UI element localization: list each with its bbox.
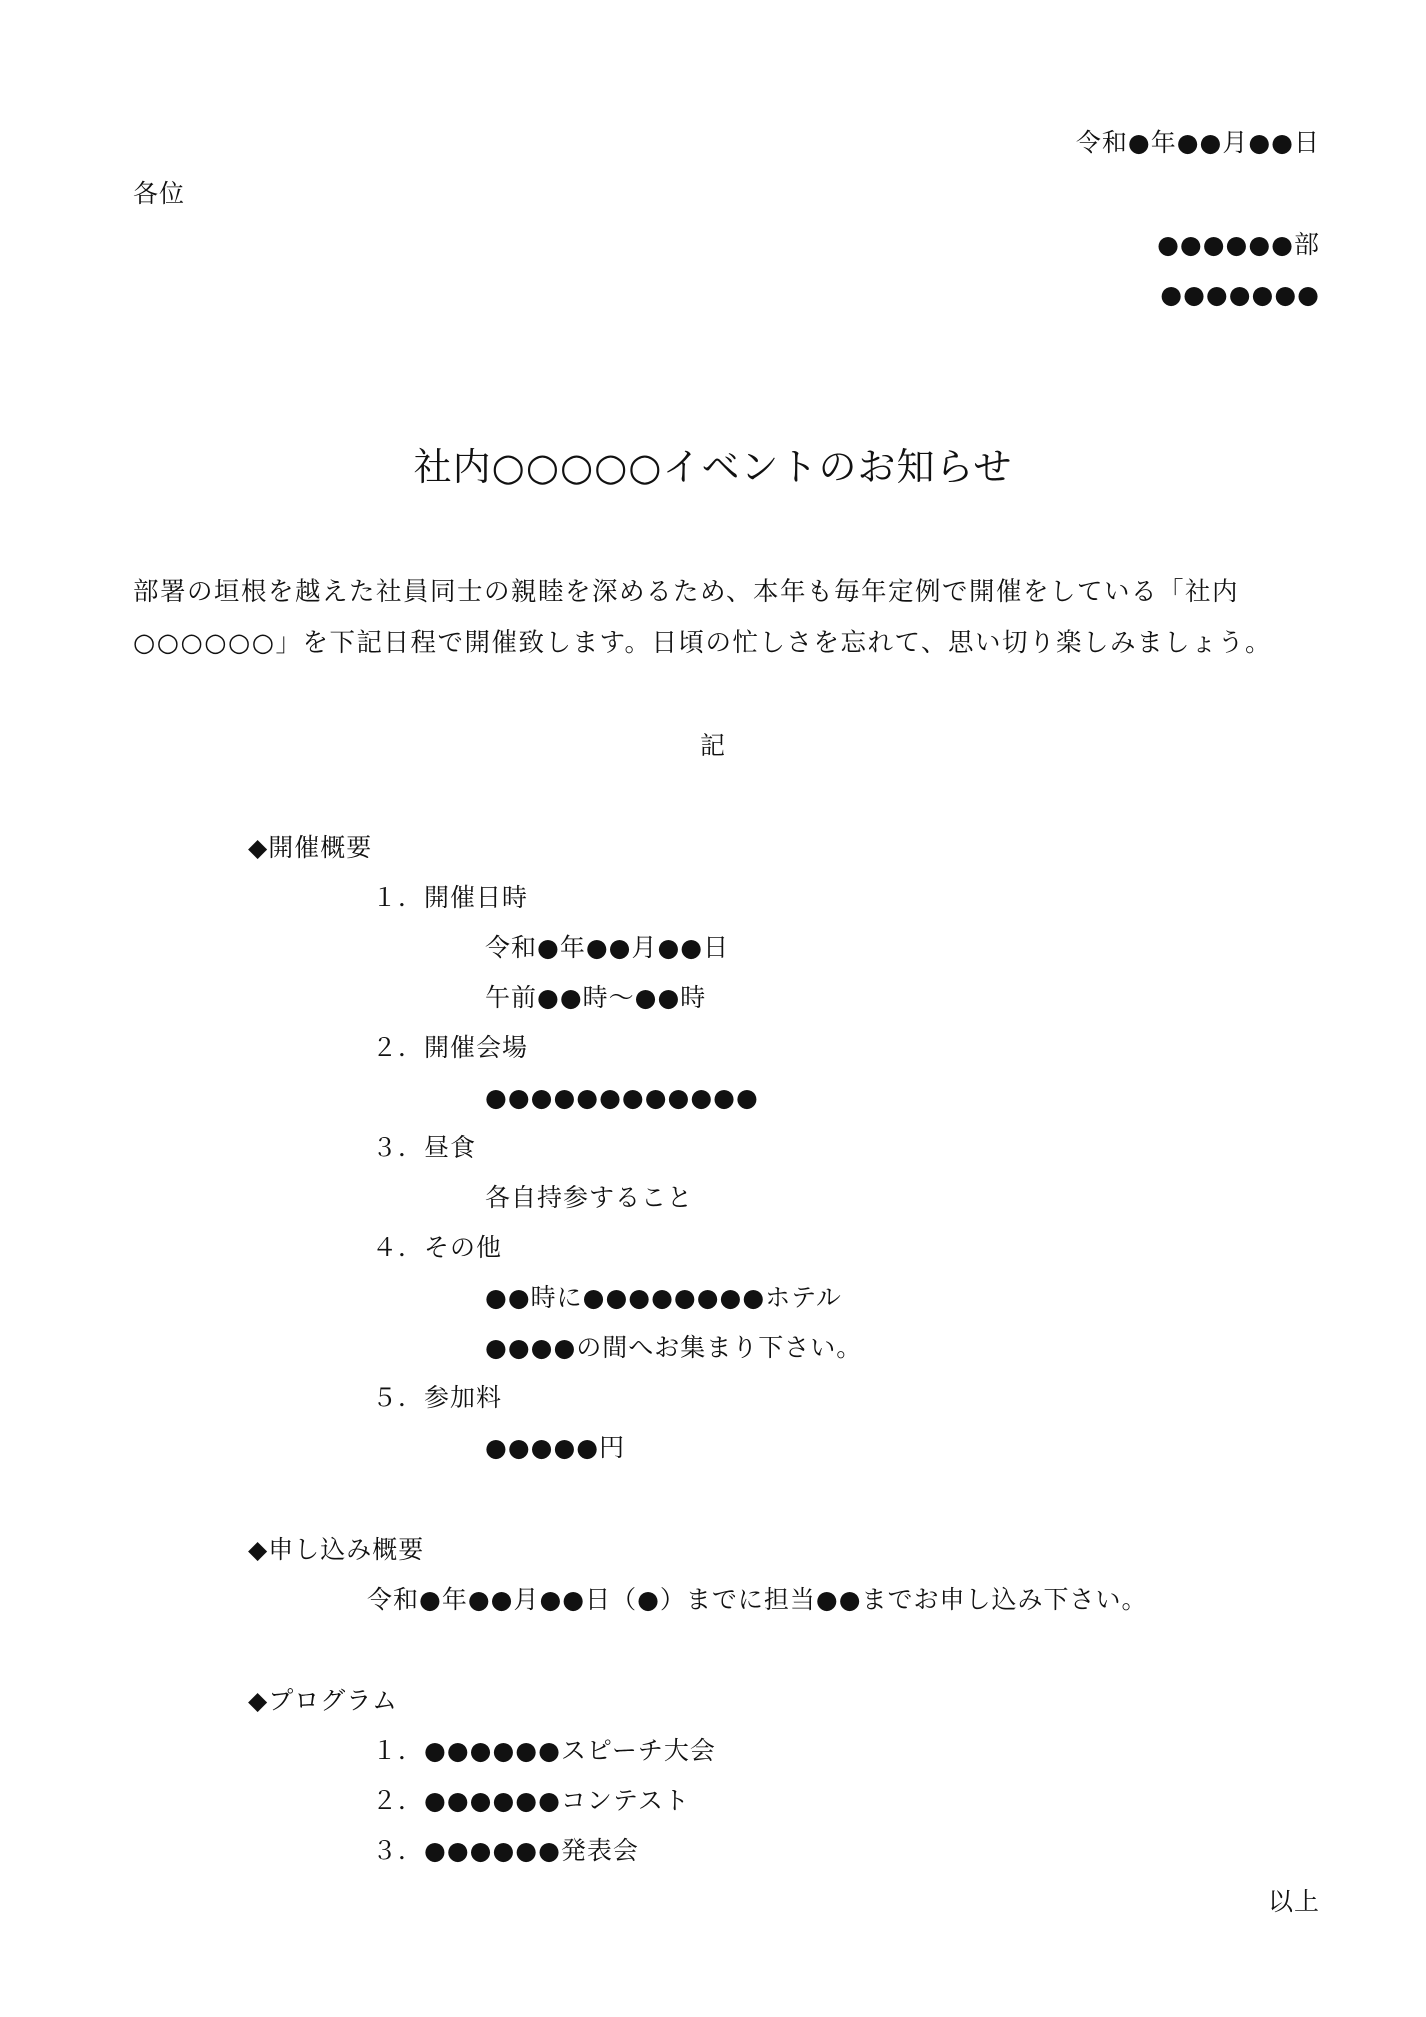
section-heading-application: ◆申し込み概要 [248,1535,425,1564]
recipient: 各位 [133,179,186,208]
application-text: 令和●年●●月●●日（●）までに担当●●までお申し込み下さい。 [367,1585,1148,1614]
overview-item-3-label: ３．昼食 [372,1133,477,1162]
section-heading-program: ◆プログラム [248,1686,398,1715]
program-item-3: ３．●●●●●●発表会 [372,1836,639,1865]
sender-name: ●●●●●●● [1160,280,1320,309]
overview-item-5-detail-1: ●●●●●円 [485,1433,626,1462]
document-title: 社内○○○○○イベントのお知らせ [413,445,1013,489]
closing-ijou: 以上 [1267,1887,1320,1916]
overview-item-2-detail-1: ●●●●●●●●●●●● [485,1083,759,1112]
program-item-2: ２．●●●●●●コンテスト [372,1786,690,1815]
sender-department: ●●●●●●部 [1157,230,1320,259]
overview-item-1-detail-2: 午前●●時～●●時 [485,983,707,1012]
document-date: 令和●年●●月●●日 [1075,128,1320,157]
overview-item-4-label: ４．その他 [372,1233,503,1262]
ki-heading: 記 [699,731,726,760]
section-heading-overview: ◆開催概要 [248,833,373,862]
overview-item-1-detail-1: 令和●年●●月●●日 [485,933,730,962]
program-item-1: １．●●●●●●スピーチ大会 [372,1736,716,1765]
overview-item-3-detail-1: 各自持参すること [485,1183,694,1212]
overview-item-4-detail-1: ●●時に●●●●●●●●ホテル [485,1283,842,1312]
overview-item-4-detail-2: ●●●●の間へお集まり下さい。 [485,1333,863,1362]
body-paragraph-line-2: ○○○○○○」を下記日程で開催致します。日頃の忙しさを忘れて、思い切り楽しみましょう。 [133,628,1272,658]
body-paragraph-line-1: 部署の垣根を越えた社員同士の親睦を深めるため、本年も毎年定例で開催をしている「社内 [133,577,1239,607]
overview-item-2-label: ２．開催会場 [372,1033,529,1062]
overview-item-5-label: ５．参加料 [372,1383,503,1412]
overview-item-1-label: １．開催日時 [372,883,529,912]
